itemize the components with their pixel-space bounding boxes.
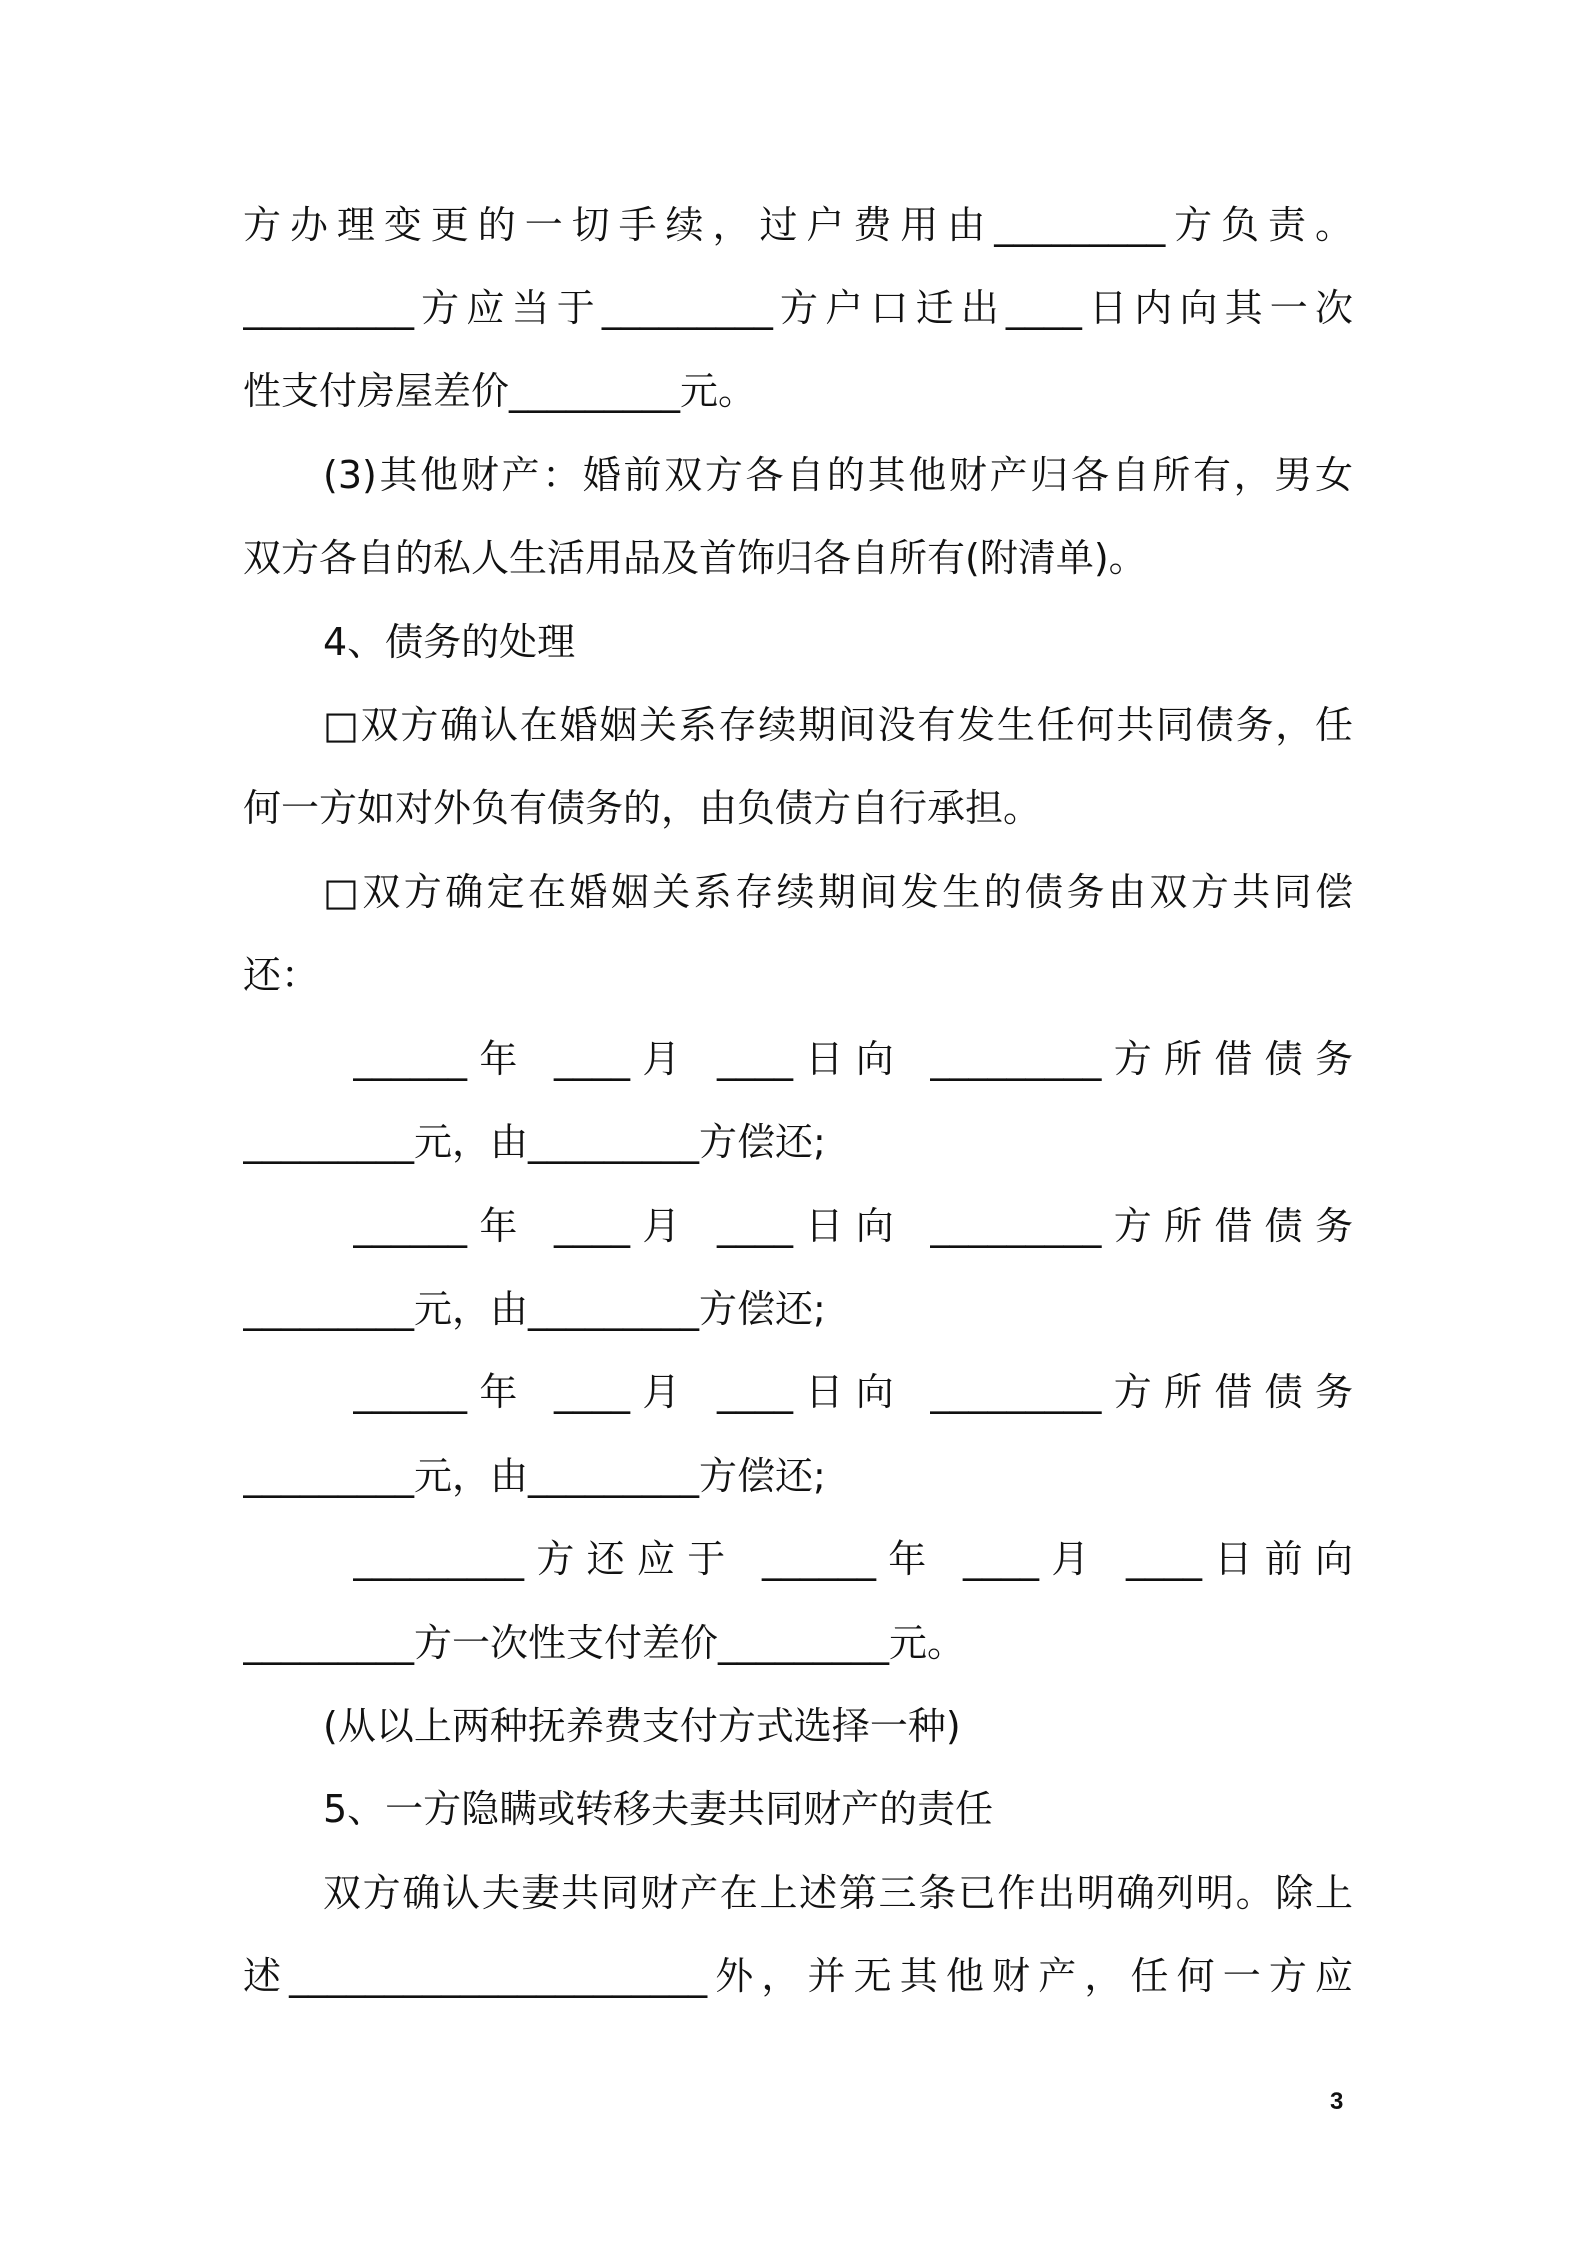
text-line: _________方应当于_________方户口迁出____日内向其一次 [243, 286, 1353, 330]
checkbox-option-line: □双方确认在婚姻关系存续期间没有发生任何共同债务，任 [323, 703, 1353, 747]
text-line: 述______________________外，并无其他财产，任何一方应 [243, 1954, 1353, 1998]
payment-line: _________方还应于 ______年 ____月 ____日前向 [353, 1537, 1353, 1581]
text-line: 还： [243, 953, 320, 997]
debt-entry-line: ______年 ____月 ____日向 _________方所借债务 [353, 1204, 1353, 1248]
debt-entry-line: _________元，由_________方偿还; [243, 1120, 826, 1164]
text-line: 双方确认夫妻共同财产在上述第三条已作出明确列明。除上 [323, 1871, 1353, 1915]
text-line: 双方各自的私人生活用品及首饰归各自所有(附清单)。 [243, 536, 1147, 580]
text-line: 何一方如对外负有债务的，由负债方自行承担。 [243, 786, 1042, 830]
text-line: (3)其他财产：婚前双方各自的其他财产归各自所有，男女 [323, 453, 1353, 497]
section-heading: 5、一方隐瞒或转移夫妻共同财产的责任 [323, 1787, 994, 1831]
debt-entry-line: ______年 ____月 ____日向 _________方所借债务 [353, 1037, 1353, 1081]
debt-entry-line: _________元，由_________方偿还; [243, 1287, 826, 1331]
text-line: (从以上两种抚养费支付方式选择一种) [323, 1704, 961, 1748]
text-line: 方办理变更的一切手续，过户费用由_________方负责。 [243, 203, 1353, 247]
checkbox-option-line: □双方确定在婚姻关系存续期间发生的债务由双方共同偿 [323, 870, 1353, 914]
text-line: 性支付房屋差价_________元。 [243, 369, 757, 413]
debt-entry-line: _________元，由_________方偿还; [243, 1454, 826, 1498]
section-heading: 4、债务的处理 [323, 620, 576, 664]
debt-entry-line: ______年 ____月 ____日向 _________方所借债务 [353, 1370, 1353, 1414]
page-number: 3 [1330, 2088, 1344, 2115]
payment-line: _________方一次性支付差价_________元。 [243, 1621, 966, 1665]
